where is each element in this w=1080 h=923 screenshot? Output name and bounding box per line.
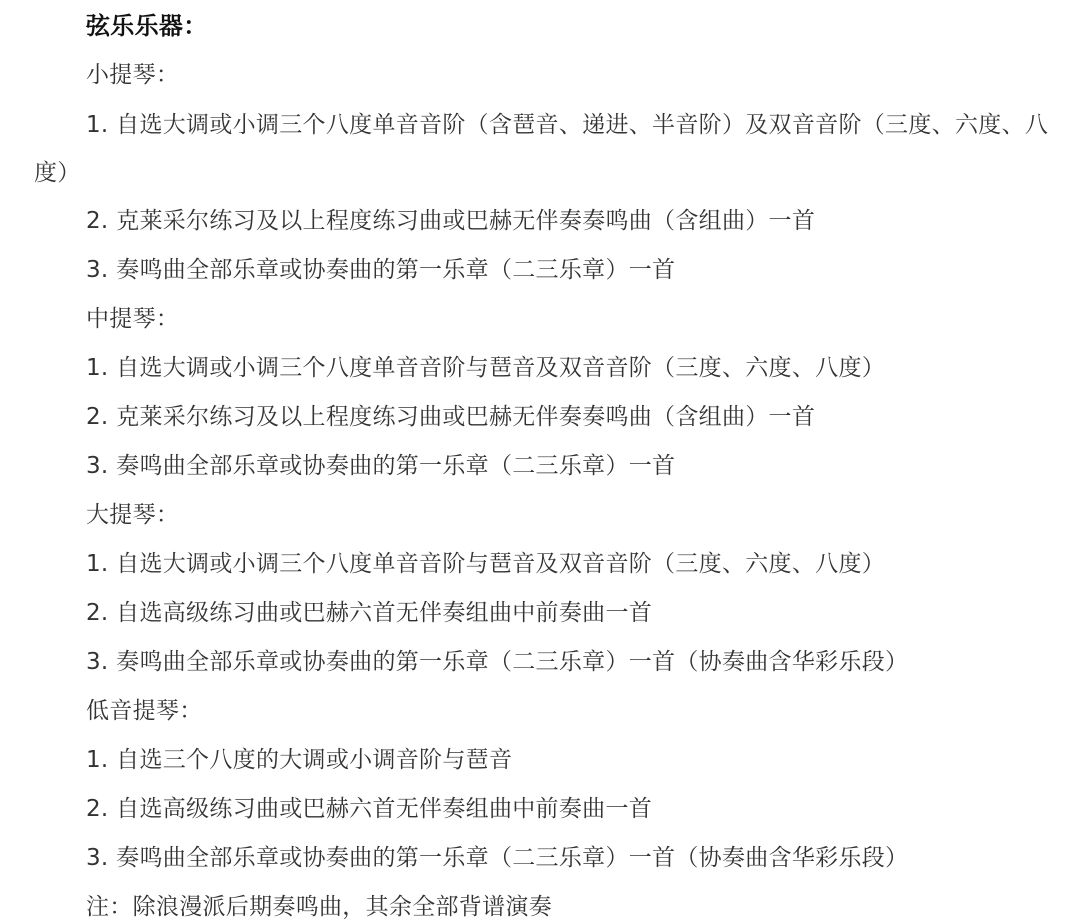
cello-item-2: 2. 自选高级练习曲或巴赫六首无伴奏组曲中前奏曲一首 xyxy=(86,600,653,626)
section-heading-violin: 小提琴： xyxy=(86,62,180,88)
violin-item-1: 1. 自选大调或小调三个八度单音音阶（含琶音、递进、半音阶）及双音音阶（三度、六度、八度） xyxy=(34,112,1049,186)
page-title: 弦乐乐器： xyxy=(86,12,208,40)
cello-item-3: 3. 奏鸣曲全部乐章或协奏曲的第一乐章（二三乐章）一首（协奏曲含华彩乐段） xyxy=(86,649,909,675)
section-heading-double-bass: 低音提琴： xyxy=(86,698,203,724)
cello-item-1: 1. 自选大调或小调三个八度单音音阶与琶音及双音音阶（三度、六度、八度） xyxy=(86,551,886,577)
double-bass-item-1: 1. 自选三个八度的大调或小调音阶与琶音 xyxy=(86,747,513,773)
violin-item-3: 3. 奏鸣曲全部乐章或协奏曲的第一乐章（二三乐章）一首 xyxy=(86,257,676,283)
viola-item-3: 3. 奏鸣曲全部乐章或协奏曲的第一乐章（二三乐章）一首 xyxy=(86,453,676,479)
viola-item-1: 1. 自选大调或小调三个八度单音音阶与琶音及双音音阶（三度、六度、八度） xyxy=(86,355,886,381)
section-heading-cello: 大提琴： xyxy=(86,502,180,528)
double-bass-item-3: 3. 奏鸣曲全部乐章或协奏曲的第一乐章（二三乐章）一首（协奏曲含华彩乐段） xyxy=(86,845,909,871)
footnote: 注：除浪漫派后期奏鸣曲，其余全部背谱演奏 xyxy=(86,894,552,920)
double-bass-item-2: 2. 自选高级练习曲或巴赫六首无伴奏组曲中前奏曲一首 xyxy=(86,796,653,822)
violin-item-2: 2. 克莱采尔练习及以上程度练习曲或巴赫无伴奏奏鸣曲（含组曲）一首 xyxy=(86,208,816,234)
viola-item-2: 2. 克莱采尔练习及以上程度练习曲或巴赫无伴奏奏鸣曲（含组曲）一首 xyxy=(86,404,816,430)
section-heading-viola: 中提琴： xyxy=(86,306,180,332)
